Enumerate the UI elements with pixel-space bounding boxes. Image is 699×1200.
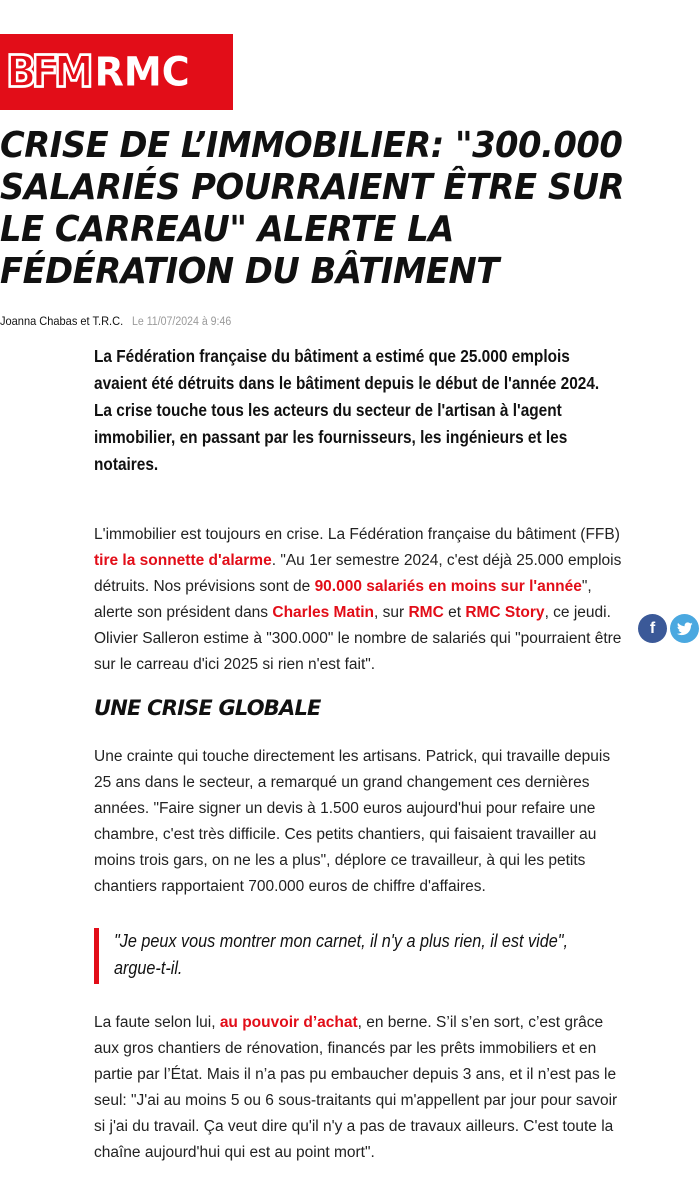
article-authors: Joanna Chabas et T.R.C. (0, 314, 124, 328)
link-90000-salaries[interactable]: 90.000 salariés en moins sur l'année (314, 578, 582, 595)
link-sonnette-alarme[interactable]: tire la sonnette d'alarme (94, 552, 272, 569)
pull-quote (94, 928, 614, 984)
byline (0, 314, 240, 328)
article-title: CRISE DE L’IMMOBILIER: "300.000 SALARIÉS POURRAIENT ÊTRE SUR LE CARREAU" ALERTE LA FÉDÉRATION DU BÂTIMENT (0, 125, 625, 292)
facebook-icon: f (649, 619, 656, 637)
link-rmc-story[interactable]: RMC Story (465, 604, 545, 621)
link-pouvoir-achat[interactable]: au pouvoir d’achat (219, 1014, 358, 1031)
paragraph-text: L'immobilier est toujours en crise. La Fédération française du bâtiment (FFB) (94, 526, 620, 543)
bfm-rmc-logo[interactable] (0, 34, 233, 110)
paragraph-text: La faute selon lui, (94, 1014, 220, 1031)
article-lead: La Fédération française du bâtiment a estimé que 25.000 emplois avaient été détruits dans le bâtiment depuis le début de l'année 2024. La crise touche tous les acteurs du secteur de l'artisan à l'agent immobilier, en passant par les fournisseurs, les ingénieurs et les notaires. (94, 346, 600, 474)
quote-text: "Je peux vous montrer mon carnet, il n'y a plus rien, il est vide", argue-t-il. (114, 931, 569, 978)
paragraph-text: ", alerte son président dans (94, 578, 592, 621)
twitter-icon (677, 622, 693, 636)
logo-bfm-text: BFM (6, 46, 89, 98)
article-paragraph-3 (94, 1010, 624, 1166)
article-date: Le 11/07/2024 à 9:46 (131, 316, 232, 328)
paragraph-text: . "Au 1er semestre 2024, c'est déjà 25.000 emplois détruits. Nos prévisions sont de (94, 552, 622, 595)
link-rmc[interactable]: RMC (408, 604, 444, 621)
section-heading: UNE CRISE GLOBALE (94, 696, 321, 720)
article-paragraph-1 (94, 522, 624, 678)
facebook-share-button[interactable] (638, 614, 667, 643)
paragraph-text: , en berne. S’il s’en sort, c’est grâce aux gros chantiers de rénovation, financés par les prêts immobiliers et en partie par l’État. Mais il n’a pas pu embaucher depuis 3 ans, et il n’est pas le seul: "J'ai au moins 5 ou 6 sous-traitants qui m'appellent par jour pour savoir si j'ai du travail. Ça veut dire qu'il n'y a pas de travaux ailleurs. C'est toute la chaîne aujourd'hui qui est au point mort". (94, 1014, 618, 1161)
link-charles-matin[interactable]: Charles Matin (272, 604, 375, 621)
logo-rmc-text: RMC (94, 48, 190, 96)
paragraph-text: , ce jeudi. Olivier Salleron estime à "300.000" le nombre de salariés qui "pourraient être sur le carreau d'ici 2025 si rien n'est fait". (94, 604, 622, 673)
paragraph-text: , sur (374, 604, 409, 621)
article-paragraph-2: Une crainte qui touche directement les artisans. Patrick, qui travaille depuis 25 ans dans le secteur, a remarqué un grand changement ces dernières années. "Faire signer un devis à 1.500 euros aujourd'hui pour refaire une chambre, c'est très difficile. Ces petits chantiers, qui faisaient travailler au moins trois gars, on ne les a plus", déplore ce travailleur, à qui les petits chantiers rapportaient 700.000 euros de chiffre d'affaires. (94, 748, 611, 895)
paragraph-text: et (443, 604, 466, 621)
twitter-share-button[interactable] (670, 614, 699, 643)
